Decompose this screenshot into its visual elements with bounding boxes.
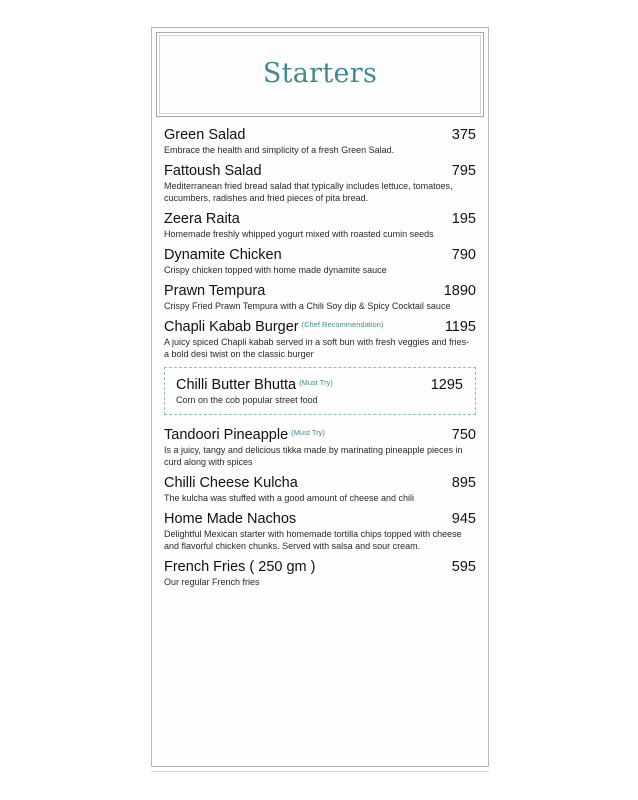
item-price: 895 bbox=[451, 475, 476, 491]
item-description: Is a juicy, tangy and delicious tikka made by marinating pineapple pieces in curd along with spices bbox=[164, 445, 463, 467]
menu-item bbox=[164, 163, 476, 204]
item-price: 595 bbox=[451, 559, 476, 575]
menu-item bbox=[164, 475, 476, 504]
item-description: Homemade freshly whipped yogurt mixed with roasted cumin seeds bbox=[164, 229, 434, 239]
item-tag: (Chef Recommendation) bbox=[301, 320, 384, 329]
menu-item bbox=[164, 247, 476, 276]
item-description: A juicy spiced Chapli kabab served in a soft bun with fresh veggies and fries-a bold desi twist on the classic burger bbox=[164, 337, 470, 359]
item-price: 790 bbox=[451, 247, 476, 263]
item-name: Dynamite Chicken bbox=[164, 247, 282, 263]
menu-item bbox=[164, 283, 476, 312]
menu-item bbox=[164, 127, 476, 156]
menu-item bbox=[164, 319, 476, 360]
item-description: Embrace the health and simplicity of a fresh Green Salad. bbox=[164, 145, 395, 155]
item-price: 1195 bbox=[444, 319, 476, 335]
item-name: Chapli Kabab Burger bbox=[164, 319, 299, 335]
menu-item bbox=[164, 511, 476, 552]
menu-page bbox=[151, 27, 489, 767]
title-box bbox=[156, 32, 484, 117]
item-description: Corn on the cob popular street food bbox=[176, 395, 318, 405]
item-description: Crispy chicken topped with home made dynamite sauce bbox=[164, 265, 387, 275]
item-price: 750 bbox=[451, 427, 476, 443]
item-description: Mediterranean fried bread salad that typically includes lettuce, tomatoes, cucumbers, radishes and fried pieces of pita bread. bbox=[164, 181, 453, 203]
item-price: 195 bbox=[451, 211, 476, 227]
item-description: The kulcha was stuffed with a good amount of cheese and chili bbox=[164, 493, 414, 503]
item-name: Fattoush Salad bbox=[164, 163, 262, 179]
menu-items bbox=[164, 127, 476, 595]
item-name: Chilli Cheese Kulcha bbox=[164, 475, 298, 491]
item-name: Zeera Raita bbox=[164, 211, 240, 227]
item-name: Home Made Nachos bbox=[164, 511, 297, 527]
item-name: Prawn Tempura bbox=[164, 283, 266, 299]
item-price: 1295 bbox=[430, 377, 463, 393]
page-title: Starters bbox=[262, 58, 378, 89]
item-name: Chilli Butter Bhutta bbox=[176, 377, 297, 393]
item-name: Green Salad bbox=[164, 127, 246, 143]
item-description: Delightful Mexican starter with homemade tortilla chips topped with cheese and flavorful chicken chunks. Served with salsa and sour cream. bbox=[164, 529, 462, 551]
item-description: Crispy Fried Prawn Tempura with a Chili Soy dip & Spicy Cocktail sauce bbox=[164, 301, 451, 311]
menu-item bbox=[164, 559, 476, 588]
item-price: 945 bbox=[451, 511, 476, 527]
menu-item bbox=[164, 427, 476, 468]
item-price: 375 bbox=[451, 127, 476, 143]
item-name: French Fries ( 250 gm ) bbox=[164, 559, 316, 575]
item-tag: (Must Try) bbox=[291, 428, 325, 437]
item-tag: (Must Try) bbox=[299, 378, 333, 387]
item-price: 1890 bbox=[443, 283, 476, 299]
menu-item bbox=[164, 211, 476, 240]
item-description: Our regular French fries bbox=[164, 577, 260, 587]
item-price: 795 bbox=[451, 163, 476, 179]
item-name-wrap bbox=[164, 427, 325, 443]
item-name: Tandoori Pineapple bbox=[164, 427, 289, 443]
item-name-wrap bbox=[176, 377, 333, 393]
item-name-wrap bbox=[164, 319, 383, 335]
bottom-divider bbox=[151, 771, 489, 772]
title-box-inner-border bbox=[159, 35, 481, 114]
featured-menu-item bbox=[164, 367, 476, 415]
